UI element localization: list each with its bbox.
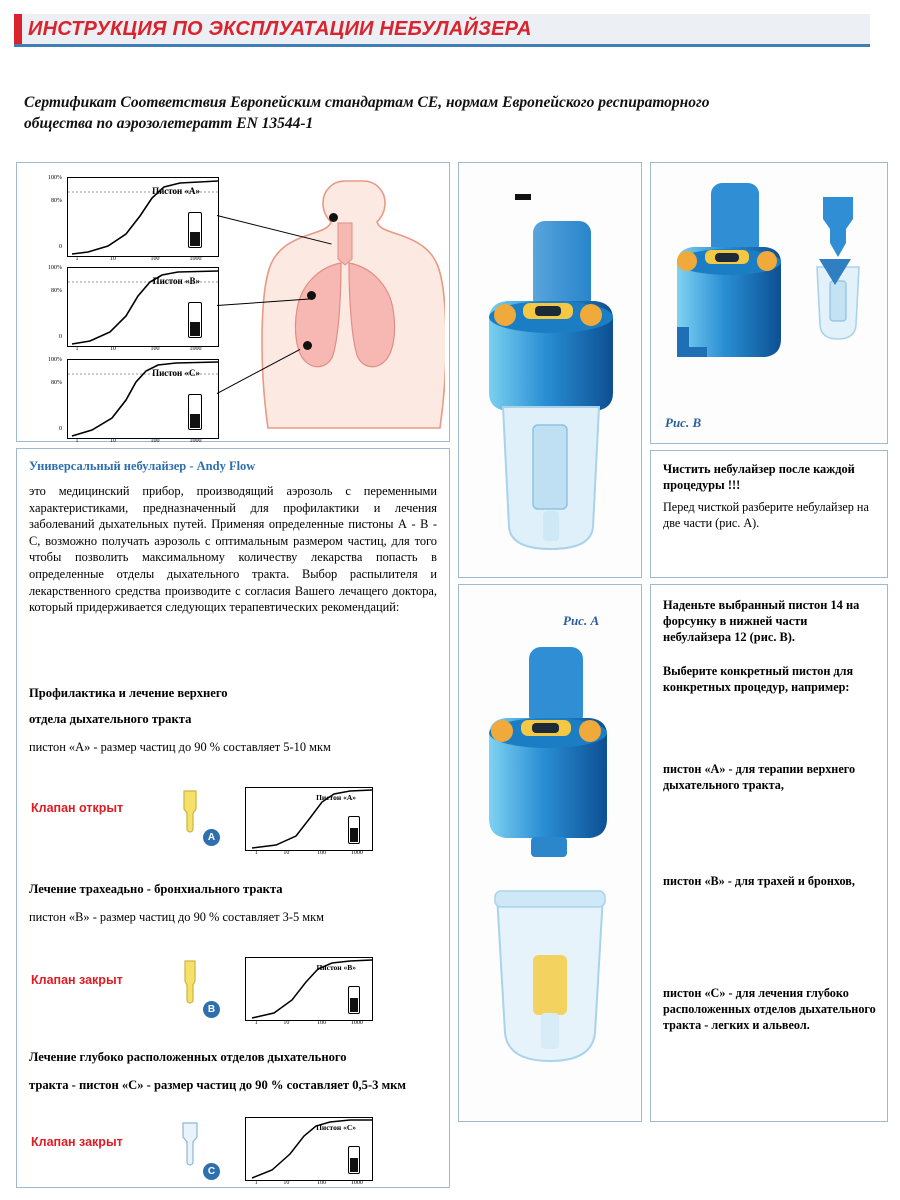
- piston-icon-c: [188, 394, 202, 430]
- badge-c: C: [203, 1163, 220, 1180]
- chart-a-label: Пистон «А»: [316, 793, 356, 802]
- mini-chart-a-label: Пистон «А»: [152, 186, 200, 196]
- valve-state-c: Клапан закрыт: [31, 1135, 123, 1149]
- description-title: Универсальный небулайзер - Andy Flow: [29, 459, 256, 473]
- mini-chart-c: [48, 357, 219, 444]
- panel-cleaning-instructions: [650, 450, 888, 578]
- chart-c-label: Пистон «С»: [316, 1123, 356, 1132]
- piston-icon-b: [188, 302, 202, 338]
- instruction-item-c: пистон «С» - для лечения глубоко расположенных отделов дыхательного тракта - легких и альвеол.: [663, 986, 876, 1032]
- page-title: ИНСТРУКЦИЯ ПО ЭКСПЛУАТАЦИИ НЕБУЛАЙЗЕРА: [28, 18, 532, 40]
- disassemble-arrow-icon: [819, 259, 851, 285]
- panel-ce-device: [458, 162, 642, 578]
- mini-chart-b-label: Пистон «В»: [152, 276, 200, 286]
- figure-a-label: Рис. А: [563, 613, 600, 628]
- chart-b-piston-icon: [348, 986, 360, 1014]
- section-c-heading-2: тракта - пистон «С» - размер частиц до 90 % составляет 0,5-3 мкм: [29, 1078, 407, 1092]
- cleaning-warning: Чистить небулайзер после каждой процедуры !!!: [663, 462, 855, 492]
- nebulizer-top-part-figa: [473, 641, 627, 863]
- mini-chart-a-xaxis: 1 10 100 1000: [75, 256, 202, 262]
- mini-chart-c-xaxis: 1 10 100 1000: [75, 438, 202, 444]
- valve-state-a: Клапан открыт: [31, 801, 124, 815]
- anatomy-dot-trachea: [307, 291, 316, 300]
- chart-c: [245, 1117, 373, 1186]
- chart-b-xaxis: 1 10 100 1000: [254, 1020, 363, 1026]
- description-body: это медицинский прибор, производящий аэрозоль с переменными характеристиками, предназначенный для профилактики и лечения заболеваний дыхательных путей. Применяя определенные пистоны А - В - С, возможно получать аэрозоль с оптимальным размером частиц, для того чтобы позволить максимальному количеству лекарства попасть в определенные отделы дыхательного тракта. Выбор распылителя и лекарственного средства производите с согласия Вашего лечащего доктора, который придерживается следующих терапевтических рекомендаций:: [29, 484, 437, 615]
- mini-chart-c-yaxis: 100% 80% 0: [48, 357, 62, 432]
- piston-icon-c-closed: [177, 1121, 203, 1167]
- mini-chart-c-label: Пистон «С»: [152, 368, 200, 378]
- panel-figure-a: [458, 584, 642, 1122]
- chart-b-label: Пистон «В»: [316, 963, 356, 972]
- piston-icon-a: [188, 212, 202, 248]
- nebulizer-device-figb: [663, 177, 793, 387]
- mini-chart-a: [48, 175, 219, 262]
- piston-icon-a-open: [177, 789, 203, 835]
- chart-b: [245, 957, 373, 1026]
- certificate-text: Сертификат Соответствия Европейским стандартам СЕ, нормам Европейского респираторного общества по аэрозолетератт EN 13544-1: [24, 94, 710, 132]
- panel-usage-instructions: [650, 584, 888, 1122]
- valve-state-b: Клапан закрыт: [31, 973, 123, 987]
- anatomy-dot-deep: [303, 341, 312, 350]
- instruction-choose: Выберите конкретный пистон для конкретных процедур, например:: [663, 664, 854, 694]
- chart-c-xaxis: 1 10 100 1000: [254, 1180, 363, 1186]
- section-a-heading-2: отдела дыхательного тракта: [29, 712, 192, 726]
- mini-chart-a-yaxis: 100% 80% 0: [48, 175, 62, 250]
- badge-b: B: [203, 1001, 220, 1018]
- mini-chart-b-xaxis: 1 10 100 1000: [75, 346, 202, 352]
- panel-figure-b: [650, 162, 888, 444]
- mini-chart-b-yaxis: 100% 80% 0: [48, 265, 62, 340]
- panel-description: [16, 448, 450, 1188]
- anatomy-dot-upper: [329, 213, 338, 222]
- piston-icon-b-closed: [177, 959, 203, 1005]
- section-b-spec: пистон «В» - размер частиц до 90 % составляет 3-5 мкм: [29, 910, 324, 924]
- cleaning-text: Перед чисткой разберите небулайзер на две части (рис. А).: [663, 500, 869, 530]
- chart-a: [245, 787, 373, 856]
- panel-graphs-anatomy: [16, 162, 450, 442]
- nebulizer-cup-figa: [485, 885, 615, 1085]
- badge-a: A: [203, 829, 220, 846]
- instruction-item-a: пистон «А» - для терапии верхнего дыхательного тракта,: [663, 762, 856, 792]
- chart-a-xaxis: 1 10 100 1000: [254, 850, 363, 856]
- chart-a-piston-icon: [348, 816, 360, 844]
- section-a-spec: пистон «А» - размер частиц до 90 % составляет 5-10 мкм: [29, 740, 331, 754]
- section-b-heading-1: Лечение трахеадьно - бронхиального тракта: [29, 882, 283, 896]
- instruction-item-b: пистон «В» - для трахей и бронхов,: [663, 874, 855, 888]
- section-a-heading-1: Профилактика и лечение верхнего: [29, 686, 228, 700]
- chart-c-piston-icon: [348, 1146, 360, 1174]
- figure-b-label: Рис. В: [665, 415, 702, 430]
- section-c-heading-1: Лечение глубоко расположенных отделов дыхательного: [29, 1050, 347, 1064]
- mini-chart-b: [48, 265, 219, 352]
- header-accent-bar: [14, 14, 22, 44]
- nebulizer-device-assembled: [469, 211, 633, 563]
- instruction-step: Наденьте выбранный пистон 14 на форсунку в нижней части небулайзера 12 (рис. В).: [663, 598, 860, 644]
